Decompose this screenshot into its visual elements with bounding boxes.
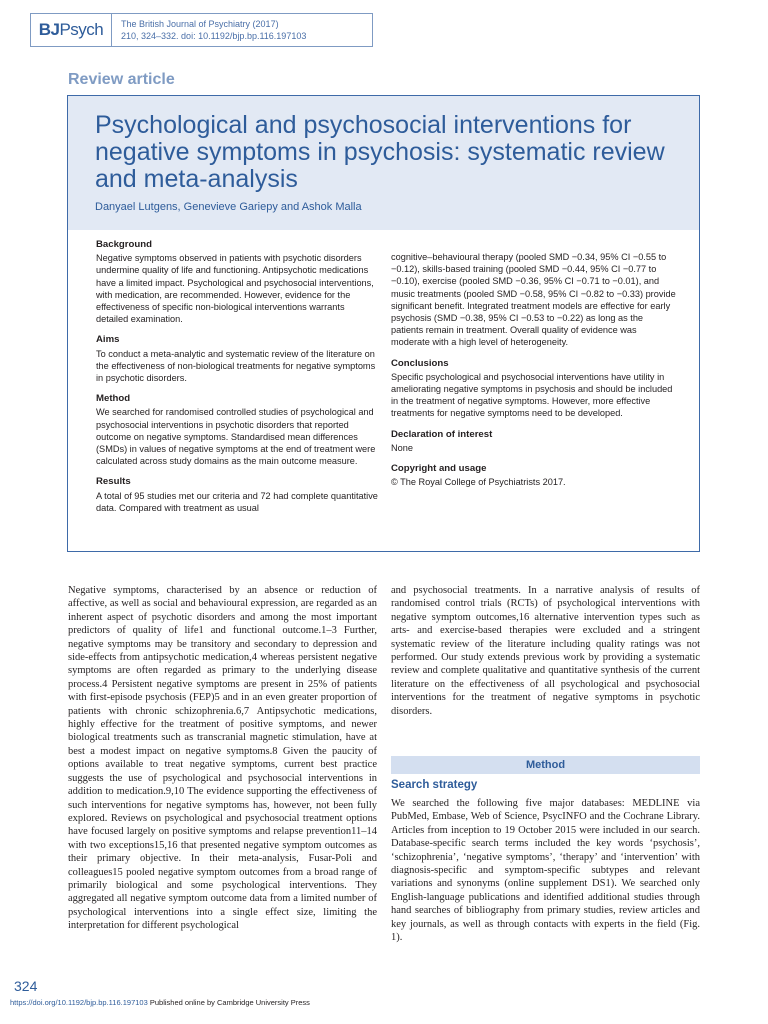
results-text: A total of 95 studies met our criteria and 72 had complete quantitative data. Compared with treatment as usual	[96, 490, 378, 513]
search-strategy-heading: Search strategy	[391, 779, 478, 791]
abstract-right-column	[391, 250, 676, 488]
conclusions-heading: Conclusions	[391, 357, 449, 369]
search-strategy-text: We searched the following five major databases: MEDLINE via PubMed, Embase, Web of Science, PsycINFO and the Cochrane Library. Articles from inception to 19 October 2015 were included in our search. Database-specific search terms included the key words ‘psychosis’, ‘schizophrenia’, ‘negative symptoms’, ‘therapy’ and ‘intervention’ with diagnosis-specific and symptom-specific subtypes and relevant variations and synonyms (online supplement DS1). We searched only English-language publications and identified additional studies through hand searches of bibliography from primary studies, review articles and key journals, as well as through contacts with experts in the field (Fig. 1).	[391, 798, 700, 944]
method-text: We searched for randomised controlled studies of psychological and psychosocial interventions in psychotic disorders that reported outcome on negative symptoms. Standardised mean differences (SMDs) in values of negative symptoms at the end of treatment were calculated across study domains as the main outcome measure.	[96, 407, 376, 467]
abstract-panel	[67, 95, 700, 552]
background-heading: Background	[96, 239, 152, 250]
section-label: Review article	[68, 71, 175, 88]
page-number: 324	[14, 978, 38, 994]
copyright-heading: Copyright and usage	[391, 463, 487, 475]
citation-line-2: 210, 324–332. doi: 10.1192/bjp.bp.116.197103	[121, 31, 307, 41]
intro-right-column: and psychosocial treatments. In a narrative analysis of results of randomised control trials (RCTs) of psychological interventions with negative symptom outcomes,16 alternative intervention types such as arts- and exercise-based therapies were excluded and a stringent systematic review of the literature including quality ratings was not performed. Our study extends previous work by providing a systematic review and complete qualitative and quantitative synthesis of the current literature on the effectiveness of all psychological and psychosocial interventions for the treatment of negative symptoms in psychotic disorders.	[391, 585, 700, 717]
journal-header	[30, 13, 373, 47]
results-continued: cognitive–behavioural therapy (pooled SMD −0.34, 95% CI −0.55 to −0.12), skills-based training (pooled SMD −0.44, 95% CI −0.77 to −0.10), exercise (pooled SMD −0.36, 95% CI −0.71 to −0.01), and music treatments (pooled SMD −0.58, 95% CI −0.82 to −0.33) provide significant benefit. Integrated treatment models are effective for early psychosis (SMD −0.38, 95% CI −0.53 to −0.22) as long as the patients remain in treatment. Overall quality of evidence was moderate with a high level of heterogeneity.	[391, 252, 676, 348]
journal-logo	[31, 14, 111, 46]
aims-text: To conduct a meta-analytic and systematic review of the literature on the effectiveness of non-biological treatments for negative symptoms in psychotic disorders.	[96, 348, 376, 384]
results-heading: Results	[96, 476, 131, 488]
intro-left-column: Negative symptoms, characterised by an absence or reduction of affective, as well as social and behavioural expression, are regarded as an inherent aspect of psychotic disorders and among the most important predictors of quality of life1 and functional outcome.1–3 Further, negative symptoms may be transitory and secondary to depression and side-effects from antipsychotic medication,4 whereas persistent negative symptoms are often regarded as primary to the underlying disease process.4 Persistent negative symptoms are present in 25% of patients with first-episode psychosis (FEP)5 and in an even greater proportion of patients with chronic schizophrenia.6,7 Antipsychotic medications, highly effective for the treatment of positive symptoms, and newer biological treatments such as transcranial magnetic stimulation, have at best a modest impact on negative symptoms.8 Given the paucity of options available to treat negative symptoms, current best practice suggests the use of psychological and psychosocial interventions in addition to medication.9,10 The evidence supporting the effectiveness of such interventions for negative symptoms has, however, not been fully explored. Reviews on psychological and psychosocial treatment options have focused largely on positive symptoms and relapse prevention11–14 with two exceptions15,16 that presented negative symptom outcomes as their primary objective. In their meta-analysis, Fusar-Poli and colleagues15 pooled negative symptom outcomes from a broad range of primarily biological and some psychological interventions. They aggregated all negative symptom outcome data from a limited number of psychological interventions into a single effect size, limiting the interpretation for different psychological	[68, 585, 377, 932]
footer	[10, 998, 310, 1007]
citation-line-1: The British Journal of Psychiatry (2017)	[121, 19, 279, 29]
authors: Danyael Lutgens, Genevieve Gariepy and Ashok Malla	[95, 201, 362, 213]
citation	[112, 18, 306, 42]
article-title: Psychological and psychosocial interventions for negative symptoms in psychosis: systematic review and meta-analysis	[95, 111, 665, 193]
aims-heading: Aims	[96, 334, 120, 346]
background-text: Negative symptoms observed in patients with psychotic disorders undermine quality of life and functioning. Antipsychotic medications have a limited impact. Psychological and psychosocial interventions, with medication, are recommended. However, evidence for the effectiveness of specific non-biological interventions warrants detailed examination.	[96, 253, 374, 325]
doi-link[interactable]: https://doi.org/10.1192/bjp.bp.116.197103	[10, 998, 148, 1007]
copyright-text: © The Royal College of Psychiatrists 2017.	[391, 477, 566, 488]
declaration-text: None	[391, 442, 413, 453]
abstract-left-column	[96, 239, 378, 514]
method-heading: Method	[96, 393, 131, 405]
title-area	[68, 96, 699, 230]
method-section-heading: Method	[391, 756, 700, 774]
conclusions-text: Specific psychological and psychosocial interventions have utility in ameliorating negative symptoms in psychosis and should be included in the treatment of negative symptoms. However, more effective treatments for negative symptoms need to be developed.	[391, 371, 673, 419]
logo-rest: Psych	[59, 20, 104, 39]
declaration-heading: Declaration of interest	[391, 428, 493, 440]
published-online-text: Published online by Cambridge University Press	[147, 998, 310, 1007]
logo-main: BJ	[38, 20, 60, 39]
